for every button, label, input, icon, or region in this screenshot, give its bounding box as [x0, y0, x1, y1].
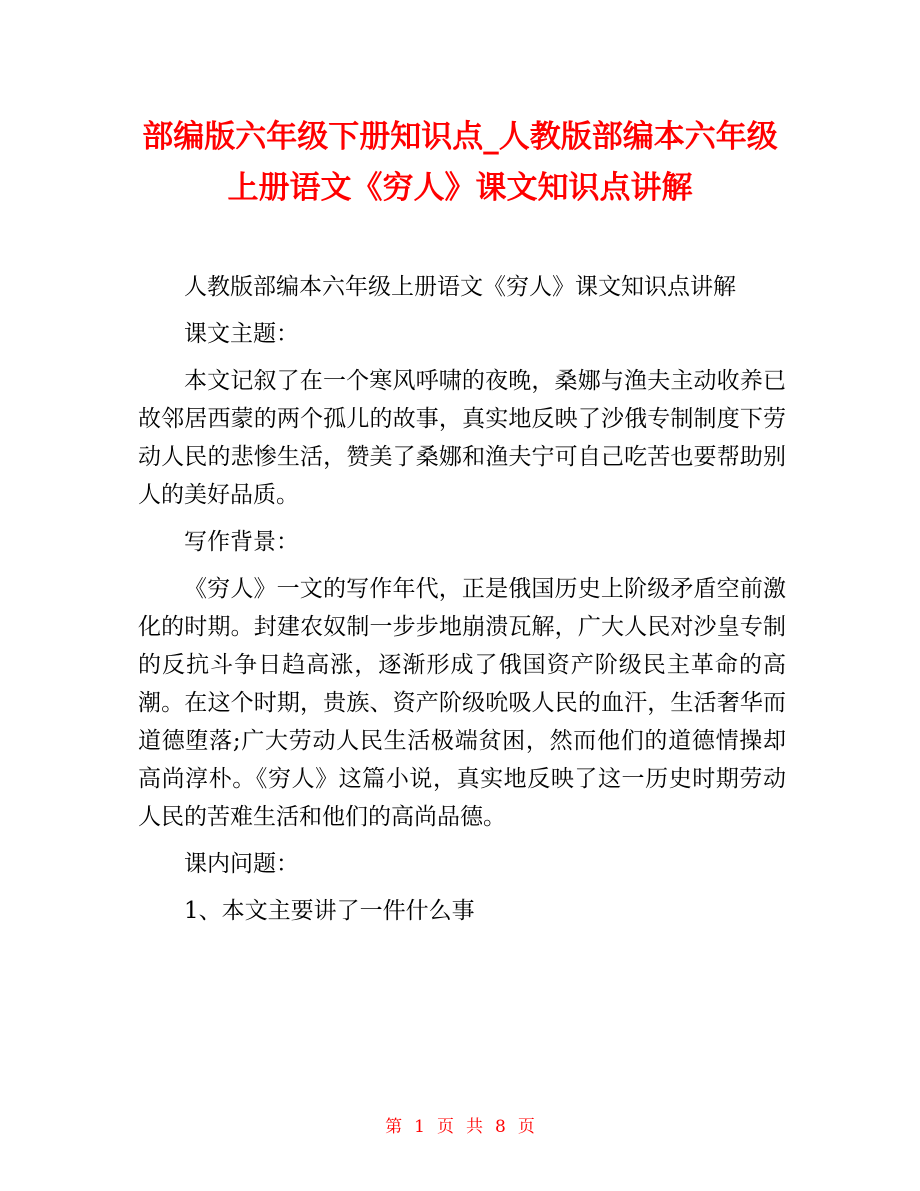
heading-background: 写作背景： [184, 529, 299, 555]
question-item: 1、本文主要讲了一件什么事 [184, 898, 475, 924]
title-line-2: 上册语文《穷人》课文知识点讲解 [227, 170, 693, 206]
heading-theme: 课文主题： [184, 321, 299, 347]
footer-total-label: 页 [517, 1117, 535, 1137]
footer-total-pages: 8 [495, 1117, 506, 1137]
heading-questions: 课内问题： [184, 851, 299, 877]
title-line-1: 部编版六年级下册知识点_人教版部编本六年级 [142, 119, 778, 155]
document-body [138, 268, 786, 939]
paragraph-subtitle: 人教版部编本六年级上册语文《穷人》课文知识点讲解 [184, 274, 736, 300]
page-footer [0, 1112, 920, 1137]
footer-current-page: 1 [414, 1117, 425, 1137]
footer-page-label: 页 [437, 1117, 454, 1137]
paragraph-background: 《穷人》一文的写作年代，正是俄国历史上阶级矛盾空前激化的时期。封建农奴制一步步地崩溃瓦解，广大人民对沙皇专制的反抗斗争日趋高涨，逐渐形成了俄国资产阶级民主革命的高潮。在这个时期，贵族、资产阶级吮吸人民的血汗，生活奢华而道德堕落;广大劳动人民生活极端贫困，然而他们的道德情操却高尚淳朴。《穷人》这篇小说，真实地反映了这一历史时期劳动人民的苦难生活和他们的高尚品德。 [138, 576, 786, 830]
paragraph-theme: 本文记叙了在一个寒风呼啸的夜晚，桑娜与渔夫主动收养已故邻居西蒙的两个孤儿的故事，真实地反映了沙俄专制制度下劳动人民的悲惨生活，赞美了桑娜和渔夫宁可自己吃苦也要帮助别人的美好品质。 [138, 368, 786, 508]
document-title [100, 112, 820, 214]
footer-page-prefix: 第 [385, 1117, 403, 1137]
footer-total-prefix: 共 [466, 1117, 483, 1137]
